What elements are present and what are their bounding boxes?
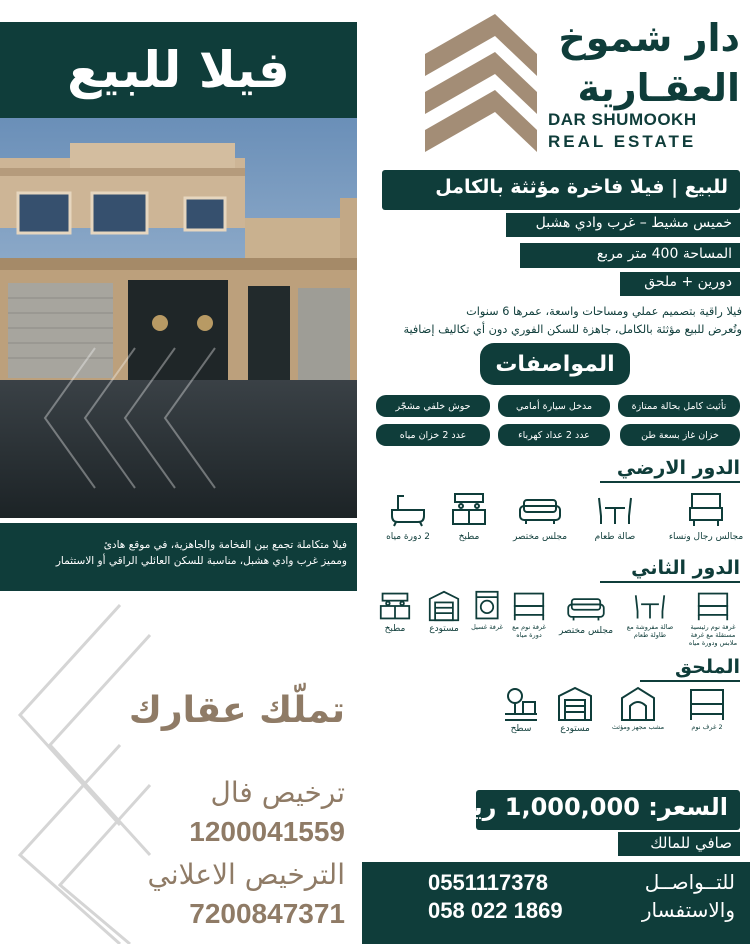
rooftop-icon <box>501 686 541 722</box>
room-label: غرفة نوم مع دورة مياه <box>512 623 546 639</box>
room-item <box>608 686 668 732</box>
brand-name-english-1: DAR SHUMOOKH <box>548 110 697 129</box>
fireplace-icon <box>618 686 658 722</box>
room-label: مستودع <box>560 724 590 734</box>
left-description <box>0 523 357 591</box>
room-item <box>676 686 738 732</box>
room-label: 2 غرف نوم <box>691 723 723 731</box>
storage-icon <box>426 590 462 622</box>
room-label: سطح <box>510 724 532 734</box>
master-bed-icon <box>695 590 731 622</box>
room-label: مطبخ <box>458 532 480 542</box>
ad-license-number: 7200847371 <box>189 898 345 929</box>
contact-phone-2[interactable]: 058 022 1869 <box>428 898 563 923</box>
villa-photo <box>0 118 357 518</box>
room-label: مجلس مختصر <box>558 626 614 636</box>
spec-chip: خزان غاز بسعة طن <box>620 424 740 446</box>
room-item <box>470 590 504 632</box>
spec-chip: حوش خلفي مشجّر <box>376 395 490 417</box>
own-property-title: تملّك عقارك <box>128 690 345 731</box>
washer-icon <box>473 590 501 622</box>
ground-floor-title: الدور الارضي <box>600 457 740 483</box>
room-label: مشب مجهز ومؤثث <box>611 723 665 731</box>
room-item <box>378 490 438 542</box>
room-item <box>422 590 466 634</box>
room-item <box>620 590 680 640</box>
listing-floors: دورين + ملحق <box>620 272 740 296</box>
room-item <box>444 490 494 542</box>
room-label: صالة طعام <box>594 532 636 542</box>
bed-icon <box>511 590 547 622</box>
spec-chip: مدخل سيارة أمامي <box>498 395 610 417</box>
room-label: مطبخ <box>384 624 406 634</box>
room-label: غرفة غسيل <box>471 623 503 631</box>
room-item <box>580 490 650 542</box>
second-floor-title: الدور الثاني <box>600 557 740 583</box>
room-item <box>506 590 552 640</box>
room-label: 2 دورة مياه <box>386 532 430 542</box>
listing-desc-line2: وتُعرض للبيع مؤثثة بالكامل، جاهزة للسكن الفوري دون أي تكاليف إضافية <box>403 322 742 336</box>
bathtub-icon <box>388 490 428 530</box>
room-label: مجالس رجال ونساء <box>668 532 744 542</box>
listing-location: خميس مشيط – غرب وادي هشبل <box>506 213 740 237</box>
dining-icon <box>595 490 635 530</box>
spec-chip: تأثيث كامل بحالة ممتازة <box>618 395 740 417</box>
listing-headline: للبيع | فيلا فاخرة مؤثثة بالكامل <box>382 170 740 210</box>
room-label: مجلس مختصر <box>512 532 568 542</box>
room-item <box>668 490 744 542</box>
brand-name-english-2: REAL ESTATE <box>548 132 697 151</box>
room-label: غرفة نوم رئيسية مستقلة مع غرفة ملابس ودورة مياه <box>688 623 738 647</box>
contact-label-1: للتــواصــل <box>644 870 735 894</box>
brand-logo-icon <box>425 14 540 164</box>
majlis-icon <box>686 490 726 530</box>
left-desc-line1: فيلا متكاملة تجمع بين الفخامة والجاهزية، في موقع هادئ <box>103 539 347 551</box>
room-label: صالة مفروشة مع طاولة طعام <box>626 623 674 639</box>
specs-title: المواصفات <box>480 343 630 385</box>
annex-title: الملحق <box>640 656 740 682</box>
price-label: السعر: 1,000,000 ريال <box>476 790 740 830</box>
hero-title: فيلا للبيع <box>67 41 290 99</box>
room-item <box>684 590 742 647</box>
spec-chip: عدد 2 عداد كهرباء <box>498 424 610 446</box>
listing-area: المساحة 400 متر مربع <box>520 243 740 268</box>
left-desc-line2: ومميز غرب وادي هشبل، مناسبة للسكن العائلي الراقي أو الاستثمار <box>55 555 347 568</box>
chevron-watermark <box>0 595 200 944</box>
contact-label-2: والاستفسار <box>641 898 735 922</box>
price-net-label: صافي للمالك <box>618 832 740 856</box>
room-item <box>550 686 600 734</box>
kitchen-icon <box>377 590 413 622</box>
listing-description <box>370 303 742 338</box>
sofa-icon <box>518 490 562 530</box>
listing-desc-line1: فيلا راقية بتصميم عملي ومساحات واسعة، عمرها 6 سنوات <box>466 305 742 318</box>
contact-phone-1[interactable]: 0551117378 <box>428 870 548 895</box>
room-item <box>496 686 546 734</box>
brand-name-arabic-1: دار شموخ <box>558 16 740 60</box>
living-dining-icon <box>632 590 668 622</box>
brand-name-arabic-2: العقـارية <box>577 66 740 110</box>
sofa-icon <box>564 592 608 624</box>
fal-license-label: ترخيص فال <box>210 776 345 809</box>
kitchen-icon <box>449 490 489 530</box>
room-item <box>502 490 578 542</box>
fal-license-number: 1200041559 <box>189 816 345 847</box>
room-item <box>372 590 418 634</box>
room-label: مستودع <box>429 624 459 634</box>
storage-icon <box>555 686 595 722</box>
spec-chip: عدد 2 خزان مياه <box>376 424 490 446</box>
room-item <box>556 592 616 636</box>
bed-icon <box>687 686 727 722</box>
ad-license-label: الترخيص الاعلاني <box>147 858 345 891</box>
